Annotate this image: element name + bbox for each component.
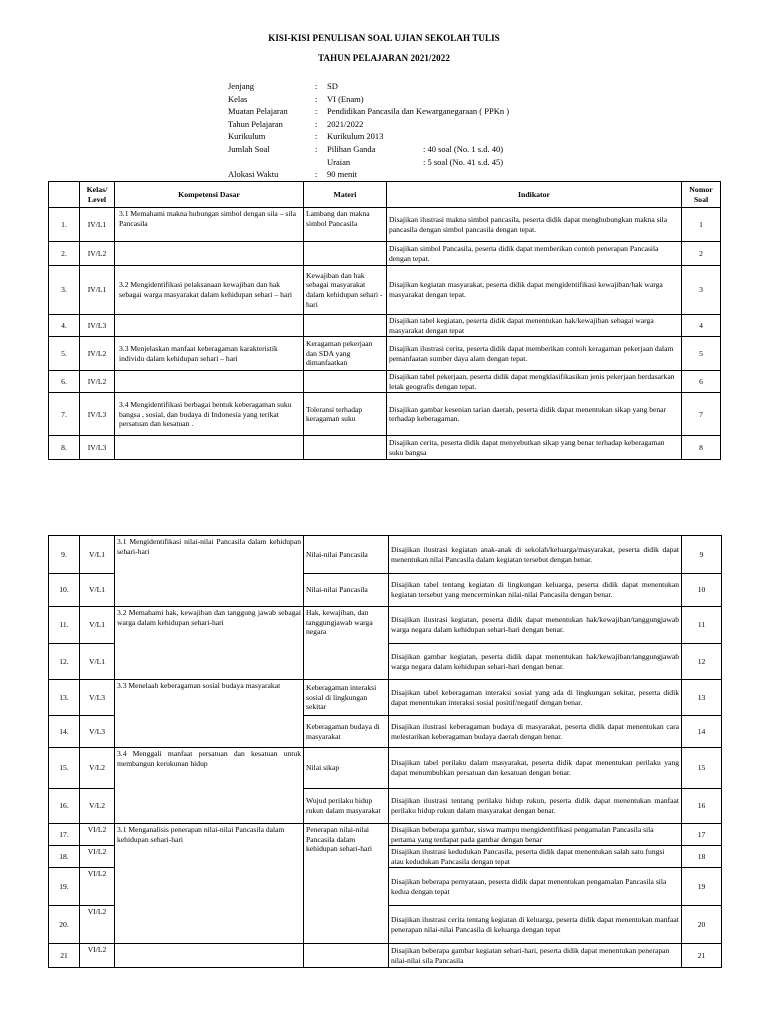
row-level: VI/L2 [80,868,115,906]
row-number: 10. [49,574,80,607]
identity-label: Kurikulum [228,131,266,142]
table-row [49,208,721,242]
indikator: Disajikan ilustrasi tentang perilaku hidup rukun, peserta didik dapat menentukan manfaat perilaku hidup rukun dalam masyarakat dengan benar. [389,789,682,824]
table-row [49,371,721,393]
row-number: 12. [49,644,80,680]
materi [304,436,387,460]
nomor-soal: 18 [682,846,722,868]
row-level: IV/L3 [80,315,115,337]
nomor-soal: 8 [682,436,721,460]
indikator: Disajikan ilustrasi kedudukan Pancasila, peserta didik dapat menentukan salah satu fungsi atau kedudukan Pancasila dengan tepat [389,846,682,868]
identity-value: 2021/2022 [327,118,364,129]
nomor-soal: 6 [682,371,721,393]
kompetensi-dasar: 3.2 Mengidentifikasi pelaksanaan kewajiban dan hak sebagai warga masyarakat dalam kehidupan sehari – hari [115,266,304,315]
indikator: Disajikan beberapa gambar, siswa mampu mengidentifikasi pengamalan Pancasila sila pertama yang terdapat pada gambar dengan benar [389,824,682,846]
indikator: Disajikan tabel keberagaman interaksi sosial yang ada di lingkungan sekitar, peserta didik dapat menentukan interaksi sosial positif/negatif dengan benar. [389,680,682,716]
table-row [49,944,722,968]
row-level: V/L1 [80,607,115,644]
kompetensi-dasar [115,944,304,968]
nomor-soal: 5 [682,337,721,371]
indikator: Disajikan tabel tentang kegiatan di lingkungan keluarga, peserta didik dapat menentukan kegiatan tersebut yang mencerminkan nilai-nilai Pancasila dengan benar. [389,574,682,607]
indikator: Disajikan ilustrasi cerita, peserta didik dapat memberikan contoh keragaman pekerjaan dalam pemanfaatan sumber daya alam dengan tepat. [387,337,682,371]
kompetensi-dasar: 3.3 Menjelaskan manfaat keberagaman karakteristik individu dalam kehidupan sehari – hari [115,337,304,371]
row-level: V/L1 [80,574,115,607]
row-level: IV/L3 [80,436,115,460]
nomor-soal: 19 [682,868,722,906]
indikator: Disajikan kegiatan masyarakat, peserta didik dapat mengidentifikasi kewajiban/hak warga masyarakat dengan tepat. [387,266,682,315]
kompetensi-dasar: 3.1 Mengidentifikasi nilai-nilai Pancasila dalam kehidupan sehari-hari [115,536,304,607]
row-number: 1. [49,208,80,242]
row-level: VI/L2 [80,824,115,846]
table-row [49,393,721,436]
identity-label: Tahun Pelajaran [228,118,283,129]
identity-colon: : [315,131,318,142]
row-number: 4. [49,315,80,337]
identity-value: VI (Enam) [327,93,364,104]
row-number: 7. [49,393,80,436]
table-row [49,607,722,644]
indikator: Disajikan gambar kesenian tarian daerah, peserta didik dapat menentukan sikap yang benar terhadap keberagaman. [387,393,682,436]
kompetensi-dasar [115,371,304,393]
table-row [49,748,722,789]
nomor-soal: 21 [682,944,722,968]
materi: Nilai sikap [304,748,389,789]
row-level: IV/L2 [80,337,115,371]
row-number: 17. [49,824,80,846]
nomor-soal: 17 [682,824,722,846]
row-level: V/L1 [80,536,115,574]
materi: Nilai-nilai Pancasila [304,536,389,574]
row-number: 2. [49,242,80,266]
materi: Keberagaman interaksi sosial di lingkungan sekitar [304,680,389,716]
row-number: 15. [49,748,80,789]
materi [304,944,389,968]
row-number: 5. [49,337,80,371]
identity-value-detail: : 40 soal (No. 1 s.d. 40) [423,143,504,154]
indikator: Disajikan cerita, peserta didik dapat menyebutkan sikap yang benar terhadap keberagaman suku bangsa [387,436,682,460]
identity-value: Pendidikan Pancasila dan Kewarganegaraan ( PPKn ) [327,106,510,117]
row-level: VI/L2 [80,906,115,944]
nomor-soal: 2 [682,242,721,266]
materi: Keragaman pekerjaan dan SDA yang dimanfaatkan [304,337,387,371]
identity-label: Muatan Pelajaran [228,106,288,117]
identity-colon: : [315,169,318,180]
indikator: Disajikan gambar kegiatan, peserta didik dapat menentukan hak/kewajiban/tanggungjawab warga negara dalam kehidupan sehari-hari dengan benar. [389,644,682,680]
identity-colon: : [315,143,318,154]
row-level: IV/L1 [80,266,115,315]
table-row [49,536,722,574]
row-number: 16. [49,789,80,824]
kompetensi-dasar [115,315,304,337]
row-number: 6. [49,371,80,393]
header-no [49,182,80,208]
identity-colon: : [315,81,318,91]
row-level: V/L2 [80,748,115,789]
row-level: VI/L2 [80,846,115,868]
identity-label: Kelas [228,93,248,104]
row-number: 19. [49,868,80,906]
materi [304,242,387,266]
materi [304,315,387,337]
materi: Nilai-nilai Pancasila [304,574,389,607]
nomor-soal: 13 [682,680,722,716]
materi: Keberagaman budaya di masyarakat [304,716,389,748]
kompetensi-dasar [115,436,304,460]
header-indikator: Indikator [387,182,682,208]
identity-colon: : [315,93,318,104]
header-materi: Materi [304,182,387,208]
kompetensi-dasar: 3.4 Menggali manfaat persatuan dan kesatuan untuk membangun kerukunan hidup [115,748,304,824]
materi: Kewajiban dan hak sebagai masyarakat dalam kehidupan sehari - hari [304,266,387,315]
table-row [49,242,721,266]
row-number: 13. [49,680,80,716]
identity-value: Uraian [327,156,351,167]
row-number: 11. [49,607,80,644]
row-level: IV/L1 [80,208,115,242]
nomor-soal: 11 [682,607,722,644]
nomor-soal: 14 [682,716,722,748]
kompetensi-dasar: 3.1 Menganalisis penerapan nilai-nilai Pancasila dalam kehidupan sehari-hari [115,824,304,944]
row-level: IV/L2 [80,371,115,393]
indikator: Disajikan tabel perilaku dalam masyarakat, peserta didik dapat menentukan perilaku yang dapat menumbuhkan persatuan dan kesatuan dengan benar. [389,748,682,789]
row-level: V/L2 [80,789,115,824]
table-row [49,315,721,337]
indikator: Disajikan beberapa pernyataan, peserta didik dapat menentukan pengamalan Pancasila sila kedua dengan tepat [389,868,682,906]
table-row [49,824,722,846]
identity-value: 90 menit [327,169,357,180]
row-level: IV/L3 [80,393,115,436]
identity-label: Jumlah Soal [228,143,270,154]
kompetensi-dasar: 3.2 Memahami hak, kewajiban dan tanggung jawab sebagai warga dalam kehidupan sehari-hari [115,607,304,680]
materi: Hak, kewajiban, dan tanggungjawab warga negara [304,607,389,680]
indikator: Disajikan beberapa gambar kegiatan sehari-hari, peserta didik dapat menentukan penerapan nilai-nilai sila Pancasila [389,944,682,968]
indikator: Disajikan ilustrasi kegiatan anak-anak di sekolah/keluarga/masyarakat, peserta didik dapat menentukan nilai Pancasila dalam kegiatan tersebut dengan benar. [389,536,682,574]
kisi-kisi-table-2 [48,535,722,968]
header-nomor-soal: Nomor Soal [682,182,721,208]
kompetensi-dasar [115,242,304,266]
nomor-soal: 15 [682,748,722,789]
row-number: 21 [49,944,80,968]
nomor-soal: 9 [682,536,722,574]
row-number: 8. [49,436,80,460]
table-row [49,266,721,315]
table-header-row [49,182,721,208]
table-row [49,436,721,460]
row-level: VI/L2 [80,944,115,968]
header-kompetensi-dasar: Kompetensi Dasar [115,182,304,208]
identity-colon: : [315,118,318,129]
identity-label: Alokasi Waktu [228,169,279,180]
nomor-soal: 10 [682,574,722,607]
nomor-soal: 16 [682,789,722,824]
kisi-kisi-table-1 [48,181,721,460]
row-level: IV/L2 [80,242,115,266]
table-row [49,680,722,716]
row-number: 20. [49,906,80,944]
indikator: Disajikan ilustrasi makna simbol pancasila, peserta didik dapat menghubungkan makna sila pancasila dengan simbol pancasila dengan tepat. [387,208,682,242]
nomor-soal: 3 [682,266,721,315]
materi [304,371,387,393]
row-level: V/L1 [80,644,115,680]
row-number: 14. [49,716,80,748]
document-title: KISI-KISI PENULISAN SOAL UJIAN SEKOLAH TULIS [268,33,500,43]
indikator: Disajikan ilustrasi keberagaman budaya di masyarakat, peserta didik dapat menentukan cara melestarikan keberagaman budaya daerah dengan benar. [389,716,682,748]
materi: Penerapan nilai-nilai Pancasila dalam kehidupan sehari-hari [304,824,389,944]
header-level: Kelas/ Level [80,182,115,208]
row-number: 3. [49,266,80,315]
indikator: Disajikan simbol Pancasila, peserta didik dapat memberikan contoh penerapan Pancasila dengan tepat. [387,242,682,266]
identity-colon: : [315,106,318,117]
identity-label: Jenjang [228,81,254,91]
row-number: 9. [49,536,80,574]
materi: Wujud perilaku hidup rukun dalam masyarakat [304,789,389,824]
nomor-soal: 1 [682,208,721,242]
indikator: Disajikan ilustrasi cerita tentang kegiatan di keluarga, peserta didik dapat menentukan manfaat penerapan nilai-nilai Pancasila di keluarga dengan tepat [389,906,682,944]
indikator: Disajikan ilustrasi kegiatan, peserta didik dapat menentukan hak/kewajiban/tanggungjawab warga negara dalam kehidupan sehari-hari dengan benar. [389,607,682,644]
nomor-soal: 12 [682,644,722,680]
row-level: V/L3 [80,716,115,748]
kompetensi-dasar: 3.4 Mengidentifikasi berbagai bentuk keberagaman suku bangsa , sosial, dan budaya di Indonesia yang terikat persatuan dan kesatuan . [115,393,304,436]
indikator: Disajikan tabel kegiatan, peserta didik dapat menentukan hak/kewajiban sebagai warga masyarakat dengan tepat [387,315,682,337]
indikator: Disajikan tabel pekerjaan, peserta didik dapat mengklasifikasikan jenis pekerjaan berdasarkan letak geografis dengan tepat. [387,371,682,393]
table-row [49,337,721,371]
kompetensi-dasar: 3.1 Memahami makna hubungan simbol dengan sila – sila Pancasila [115,208,304,242]
identity-value-detail: : 5 soal (No. 41 s.d. 45) [423,156,504,167]
row-number: 18. [49,846,80,868]
materi: Lambang dan makna simbol Pancasila [304,208,387,242]
nomor-soal: 20 [682,906,722,944]
identity-value: SD [327,81,338,91]
document-subtitle: TAHUN PELAJARAN 2021/2022 [318,53,450,63]
nomor-soal: 7 [682,393,721,436]
identity-value: Kurikulum 2013 [327,131,384,142]
row-level: V/L3 [80,680,115,716]
nomor-soal: 4 [682,315,721,337]
identity-value: Pilihan Ganda [327,143,376,154]
kompetensi-dasar: 3.3 Menelaah keberagaman sosial budaya masyarakat [115,680,304,748]
materi: Toleransi terhadap keragaman suku [304,393,387,436]
